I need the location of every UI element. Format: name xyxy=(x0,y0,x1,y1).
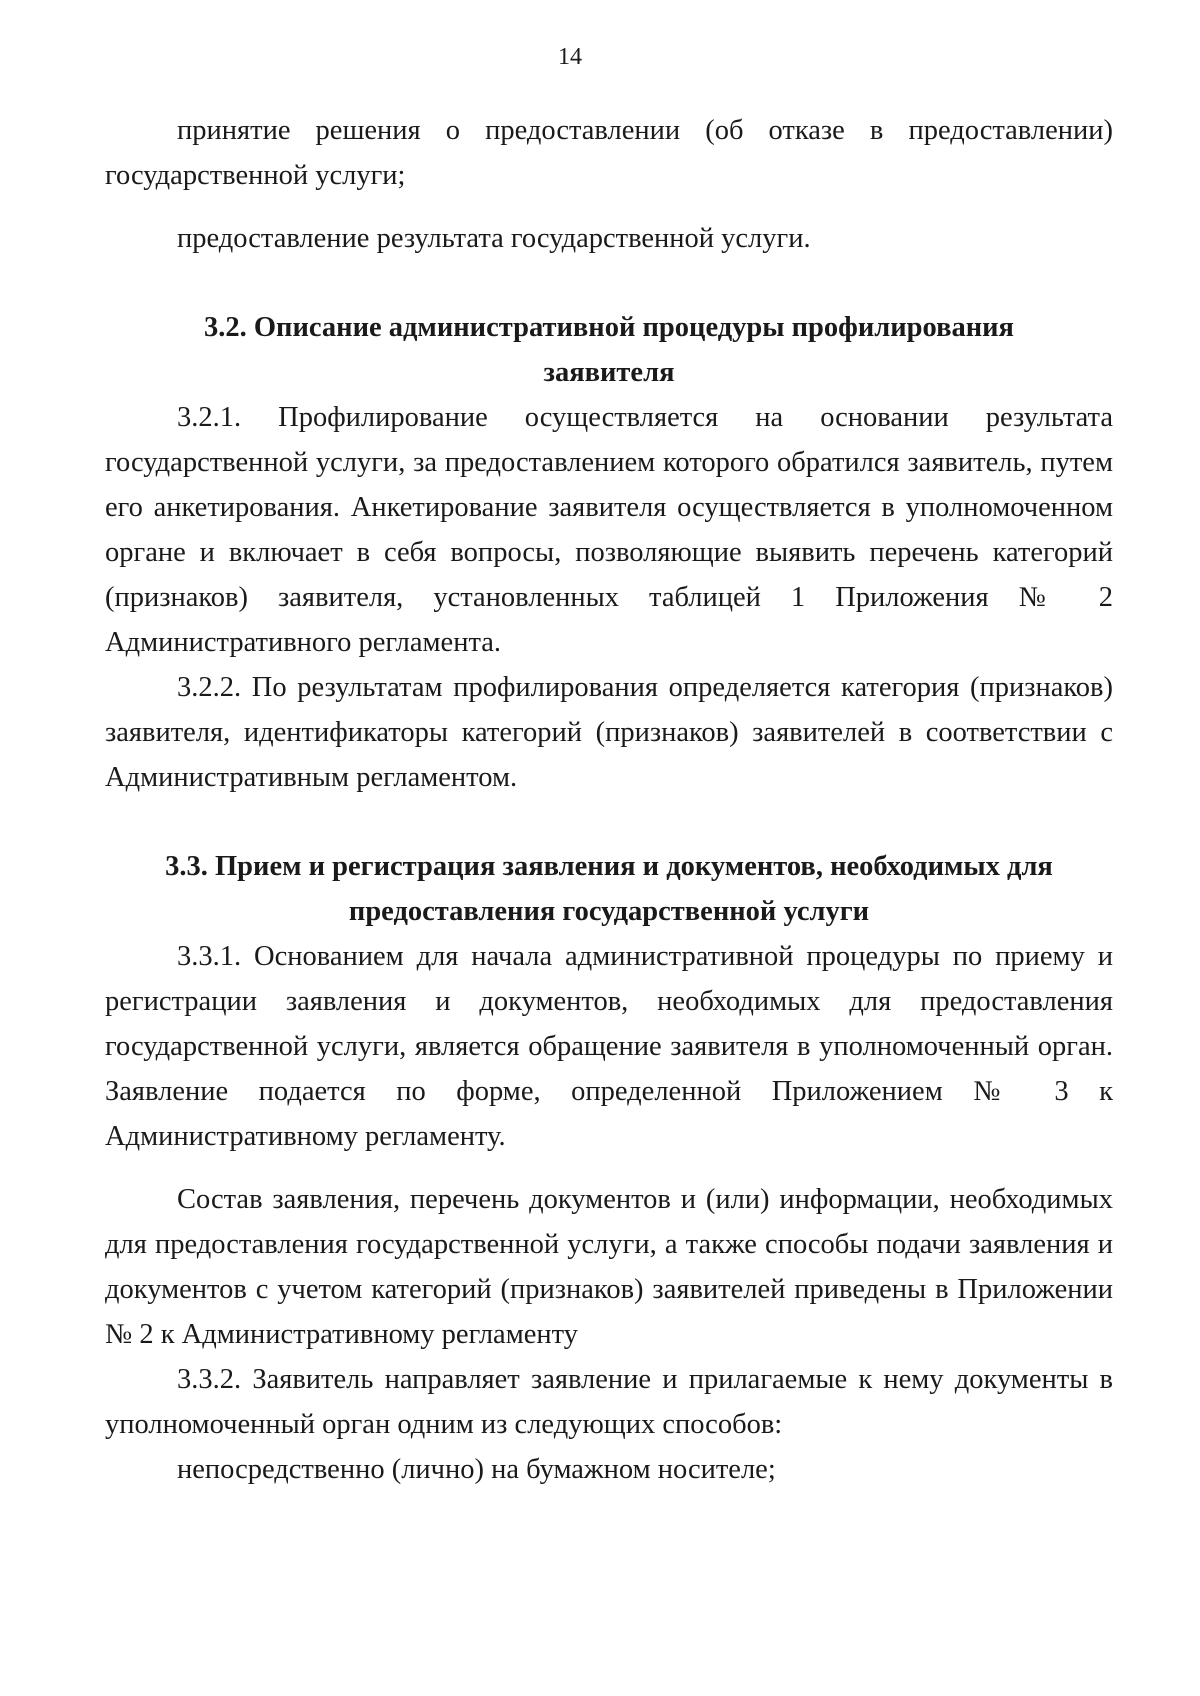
section-heading-3-3 xyxy=(105,844,1113,934)
paragraph-3-2-2: 3.2.2. По результатам профилирования определяется категория (признаков) заявителя, идентификаторы категорий (признаков) заявителей в соответствии с Административным регламентом. xyxy=(105,672,1113,793)
paragraph-3-3-2: 3.3.2. Заявитель направляет заявление и прилагаемые к нему документы в уполномоченный орган одним из следующих способов: xyxy=(105,1364,1113,1440)
paragraph-3-2-1: 3.2.1. Профилирование осуществляется на основании результата государственной услуги, за предоставлением которого обратился заявитель, путем его анкетирования. Анкетирование заявителя осуществляется в уполномоченном органе и включает в себя вопросы, позволяющие выявить перечень категорий (признаков) заявителя, установленных таблицей 1 Приложения № 2 Административного регламента. xyxy=(105,402,1113,658)
section-spacer xyxy=(105,800,1113,844)
section-spacer xyxy=(105,261,1113,305)
list-item-decision: принятие решения о предоставлении (об отказе в предоставлении) государственной услуги; xyxy=(105,115,1113,191)
section-heading-3-2-line1: 3.2. Описание административной процедуры профилирования xyxy=(204,312,1014,343)
section-heading-3-3-line1: 3.3. Прием и регистрация заявления и документов, необходимых для xyxy=(165,851,1053,882)
document-body xyxy=(105,108,1113,1492)
paragraph-3-3-1: 3.3.1. Основанием для начала административной процедуры по приему и регистрации заявления и документов, необходимых для предоставления государственной услуги, является обращение заявителя в уполномоченный орган. Заявление подается по форме, определенной Приложением № 3 к Административному регламенту. xyxy=(105,941,1113,1152)
paragraph-3-3-composition: Состав заявления, перечень документов и (или) информации, необходимых для предоставления государственной услуги, а также способы подачи заявления и документов с учетом категорий (признаков) заявителей приведены в Приложении № 2 к Административному регламенту xyxy=(105,1184,1113,1350)
list-item-result: предоставление результата государственной услуги. xyxy=(177,223,811,254)
section-heading-3-2 xyxy=(105,305,1113,395)
page-number: 14 xyxy=(558,44,582,70)
section-heading-3-2-line2: заявителя xyxy=(543,357,675,388)
list-item-in-person: непосредственно (лично) на бумажном носителе; xyxy=(177,1454,776,1485)
section-heading-3-3-line2: предоставления государственной услуги xyxy=(348,896,870,927)
